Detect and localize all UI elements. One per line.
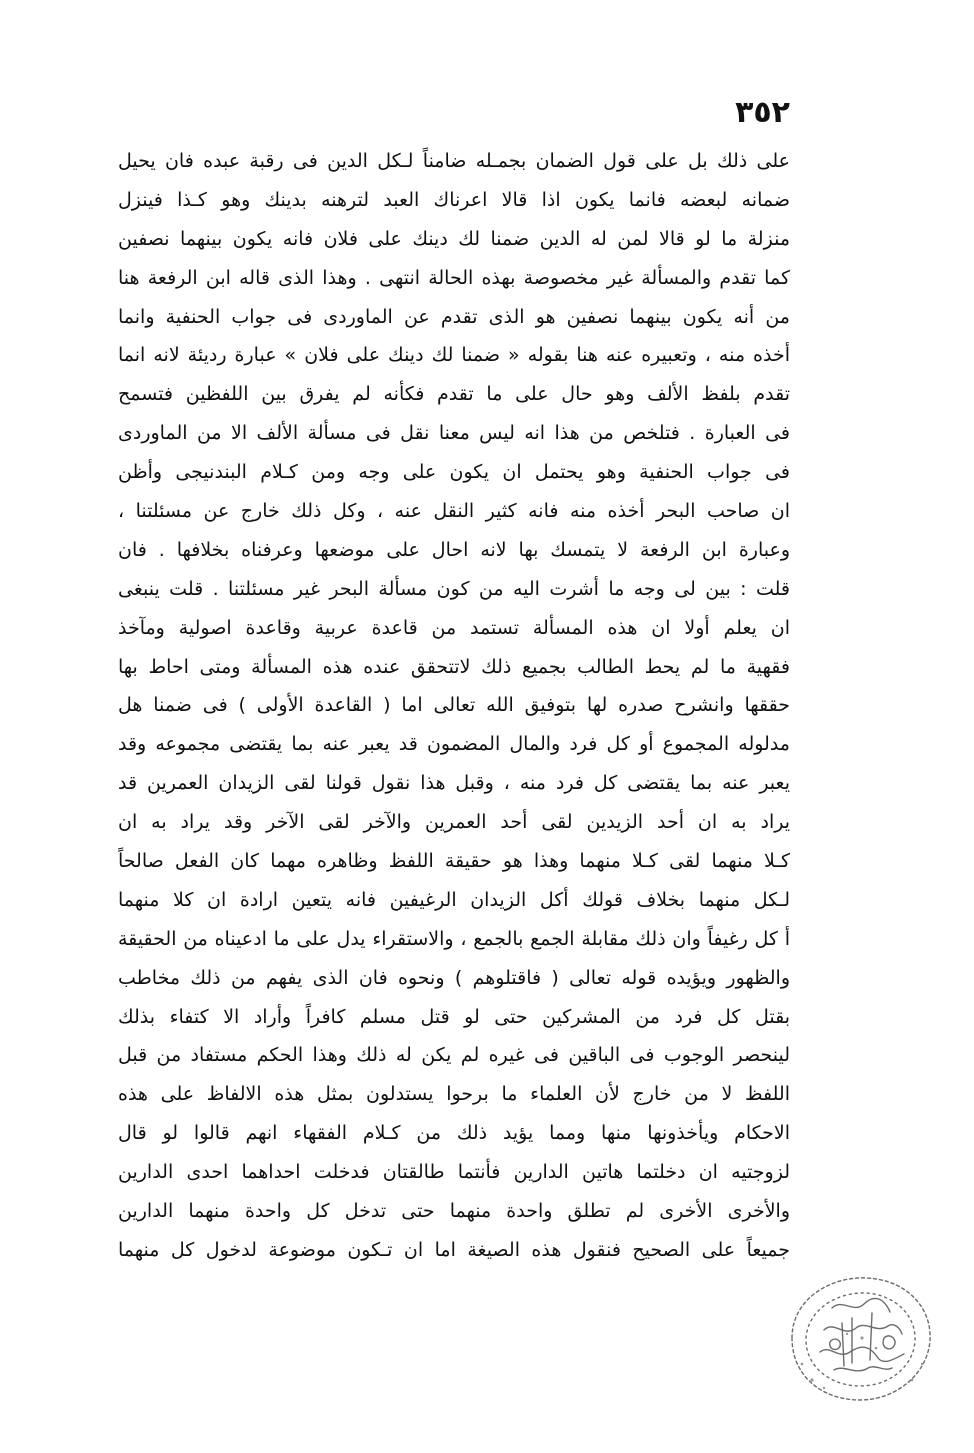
text-line-27: لزوجتيه ان دخلتما هاتين الدارين فأنتما طالقتان فدخلت احداهما احدى الدارين <box>118 1161 790 1184</box>
text-line-1: على ذلك بل على قول الضمان بجمـله ضامناً لـكل الدين فى رقبة عبده فان يحيل <box>118 150 790 172</box>
text-line-26: الاحكام ويأخذونها منها ومما يؤيد ذلك من كـلام الفقهاء انهم قالوا لو قال <box>118 1122 790 1145</box>
text-line-16: مدلوله المجموع أو كل فرد والمال المضمون قد يعبر عنه بما يقتضى مجموعه وقد <box>118 733 790 756</box>
text-line-4: كما تقدم والمسألة غير مخصوصة بهذه الحالة انتهى . وهذا الذى قاله ابن الرفعة هنا <box>118 266 790 289</box>
text-line-14: فقهية ما لم يحط الطالب بجميع ذلك لاتتحقق عنده هذه المسألة ومتى احاط بها <box>118 655 790 678</box>
text-line-11: وعبارة ابن الرفعة لا يتمسك بها لانه احال على موضعها وعرفناه بخلافها . فان <box>118 538 790 561</box>
text-line-10: ان صاحب البحر أخذه منه فانه كثير النقل عنه ، وكل ذلك خارج عن مسئلتنا ، <box>118 500 790 523</box>
text-line-12: قلت : بين لى وجه ما أشرت اليه من كون مسألة البحر غير مسئلتنا . قلت ينبغى <box>118 577 790 600</box>
text-line-20: لـكل منهما بخلاف قولك أكل الزيدان الرغيفين فانه يتعين ارادة ان كلا منهما <box>118 888 790 911</box>
text-line-15: حققها وانشرح صدره لها بتوفيق الله تعالى اما ( القاعدة الأولى ) فى ضمنا هل <box>118 694 790 717</box>
text-line-22: والظهور ويؤيده قوله تعالى ( فاقتلوهم ) ونحوه فان الذى يفهم من ذلك مخاطب <box>118 966 790 989</box>
text-line-24: لينحصر الوجوب فى الباقين فى غيره لم يكن له ذلك وهذا الحكم مستفاد من قبل <box>118 1044 790 1067</box>
text-line-3: منزلة ما لو قالا لمن له الدين ضمنا لك دينك على فلان فانه يكون بينهما نصفين <box>118 227 790 250</box>
text-line-18: يراد به ان أحد الزيدين لقى أحد العمرين والآخر لقى الآخر وقد يراد به ان <box>118 811 790 834</box>
text-line-23: بقتل كل فرد من المشركين حتى لو قتل مسلم كافراً وأراد الا كتفاء بذلك <box>118 1005 790 1028</box>
text-line-6: أخذه منه ، وتعبيره عنه هنا بقوله « ضمنا لك دينك على فلان » عبارة رديئة لانه انما <box>118 344 790 367</box>
text-line-5: من أنه يكون بينهما نصفين هو الذى تقدم عن الماوردى فى جواب الحنفية وانما <box>118 305 790 328</box>
text-line-9: فى جواب الحنفية وهو يحتمل ان يكون على وجه ومن كـلام البندنيجى وأظن <box>118 461 790 484</box>
text-line-13: ان يعلم أولا ان هذه المسألة تستمد من قاعدة عربية وقاعدة اصولية ومآخذ <box>118 616 790 639</box>
text-line-8: فى العبارة . فتلخص من هذا انه ليس معنا نقل فى مسألة الألف الا من الماوردى <box>118 422 790 445</box>
text-line-25: اللفظ لا من خارج لأن العلماء ما برحوا يستدلون بمثل هذه الالفاظ على هذه <box>118 1083 790 1106</box>
text-line-21: أ كل رغيفاً وان ذلك مقابلة الجمع بالجمع ، والاستقراء يدل على ما ادعيناه من الحقيقة <box>118 927 790 950</box>
text-line-7: تقدم بلفظ الألف وهو حال على ما تقدم فكأنه لم يفرق بين اللفظين فتسمح <box>118 383 790 406</box>
text-line-29: جميعاً على الصحيح فنقول هذه الصيغة اما ان تـكون موضوعة لدخول كل منهما <box>118 1238 790 1261</box>
library-seal-icon <box>772 1268 942 1408</box>
text-line-2: ضمانه لبعضه فانما يكون اذا قالا اعرناك العبد لترهنه بدينك وهو كـذا فينزل <box>118 188 790 211</box>
text-line-19: كـلا منهما لقى كـلا منهما وهذا هو حقيقة اللفظ وظاهره مهما كان الفعل صالحاً <box>118 850 790 873</box>
text-line-28: والأخرى الأخرى لم تطلق واحدة منهما حتى تدخل كل واحدة منهما الدارين <box>118 1200 790 1223</box>
body-text <box>118 142 790 1270</box>
page-number: ٣٥٢ <box>735 95 790 130</box>
text-line-17: يعبر عنه بما يقتضى كل فرد منه ، وقبل هذا نقول قولنا لقى الزيدان العمرين قد <box>118 772 790 795</box>
